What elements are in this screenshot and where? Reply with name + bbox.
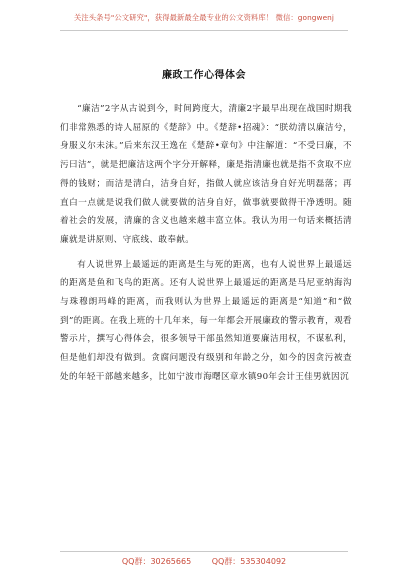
body-paragraph: “廉洁”2字从古说到今，时间跨度大，清廉2字最早出现在战国时期我们非常熟悉的诗人屈原的《楚辞》中。《楚辞•招魂》：“朕幼清以廉洁兮，身服义尔未沫。”后来东汉王逸在《楚辞•章句》中注解道：“不受曰廉，不污曰洁”，就是把廉洁这两个字分开解释，廉是指清廉也就是指不贪取不应得的钱财；而洁是清白，洁身自好，指做人就应该洁身自好光明磊落；再直白一点就是说我们做人就要做的洁身自好，做事就要做得干净透明。随着社会的发展，清廉的含义也越来越丰富立体。我认为用一句话来概括清廉就是讲原则、守底线、敢奉献。: [60, 104, 352, 245]
document-body: [60, 100, 352, 387]
document-title: 廉政工作心得体会: [162, 70, 246, 81]
header-promo-note: 关注头条号"公文研究"，获得最新最全最专业的公文资料库！ 微信：gongwenj: [73, 13, 335, 22]
footer-qq-group-1: QQ群：30265665: [121, 557, 192, 566]
header-divider: [60, 30, 348, 31]
footer-contacts: [0, 556, 408, 567]
footer-divider: [60, 551, 348, 552]
footer-qq-group-2: QQ群：535304092: [211, 557, 287, 566]
body-paragraph: 有人说世界上最遥远的距离是生与死的距离，也有人说世界上最遥远的距离是鱼和飞鸟的距离。还有人说世界上最遥远的距离是马尼亚纳海沟与珠穆朗玛峰的距离，而我则认为世界上最遥远的距离是“知道”和“做到”的距离。在我上班的十几年来，每一年都会开展廉政的警示教育，观看警示片，撰写心得体会，很多领导干部虽然知道要廉洁用权，不谋私利，但是他们却没有做到。贪腐问题没有级别和年龄之分，如今的因贪污被查处的年轻干部越来越多，比如宁波市海曙区章水镇90年会计王佳男就因沉: [60, 259, 352, 382]
